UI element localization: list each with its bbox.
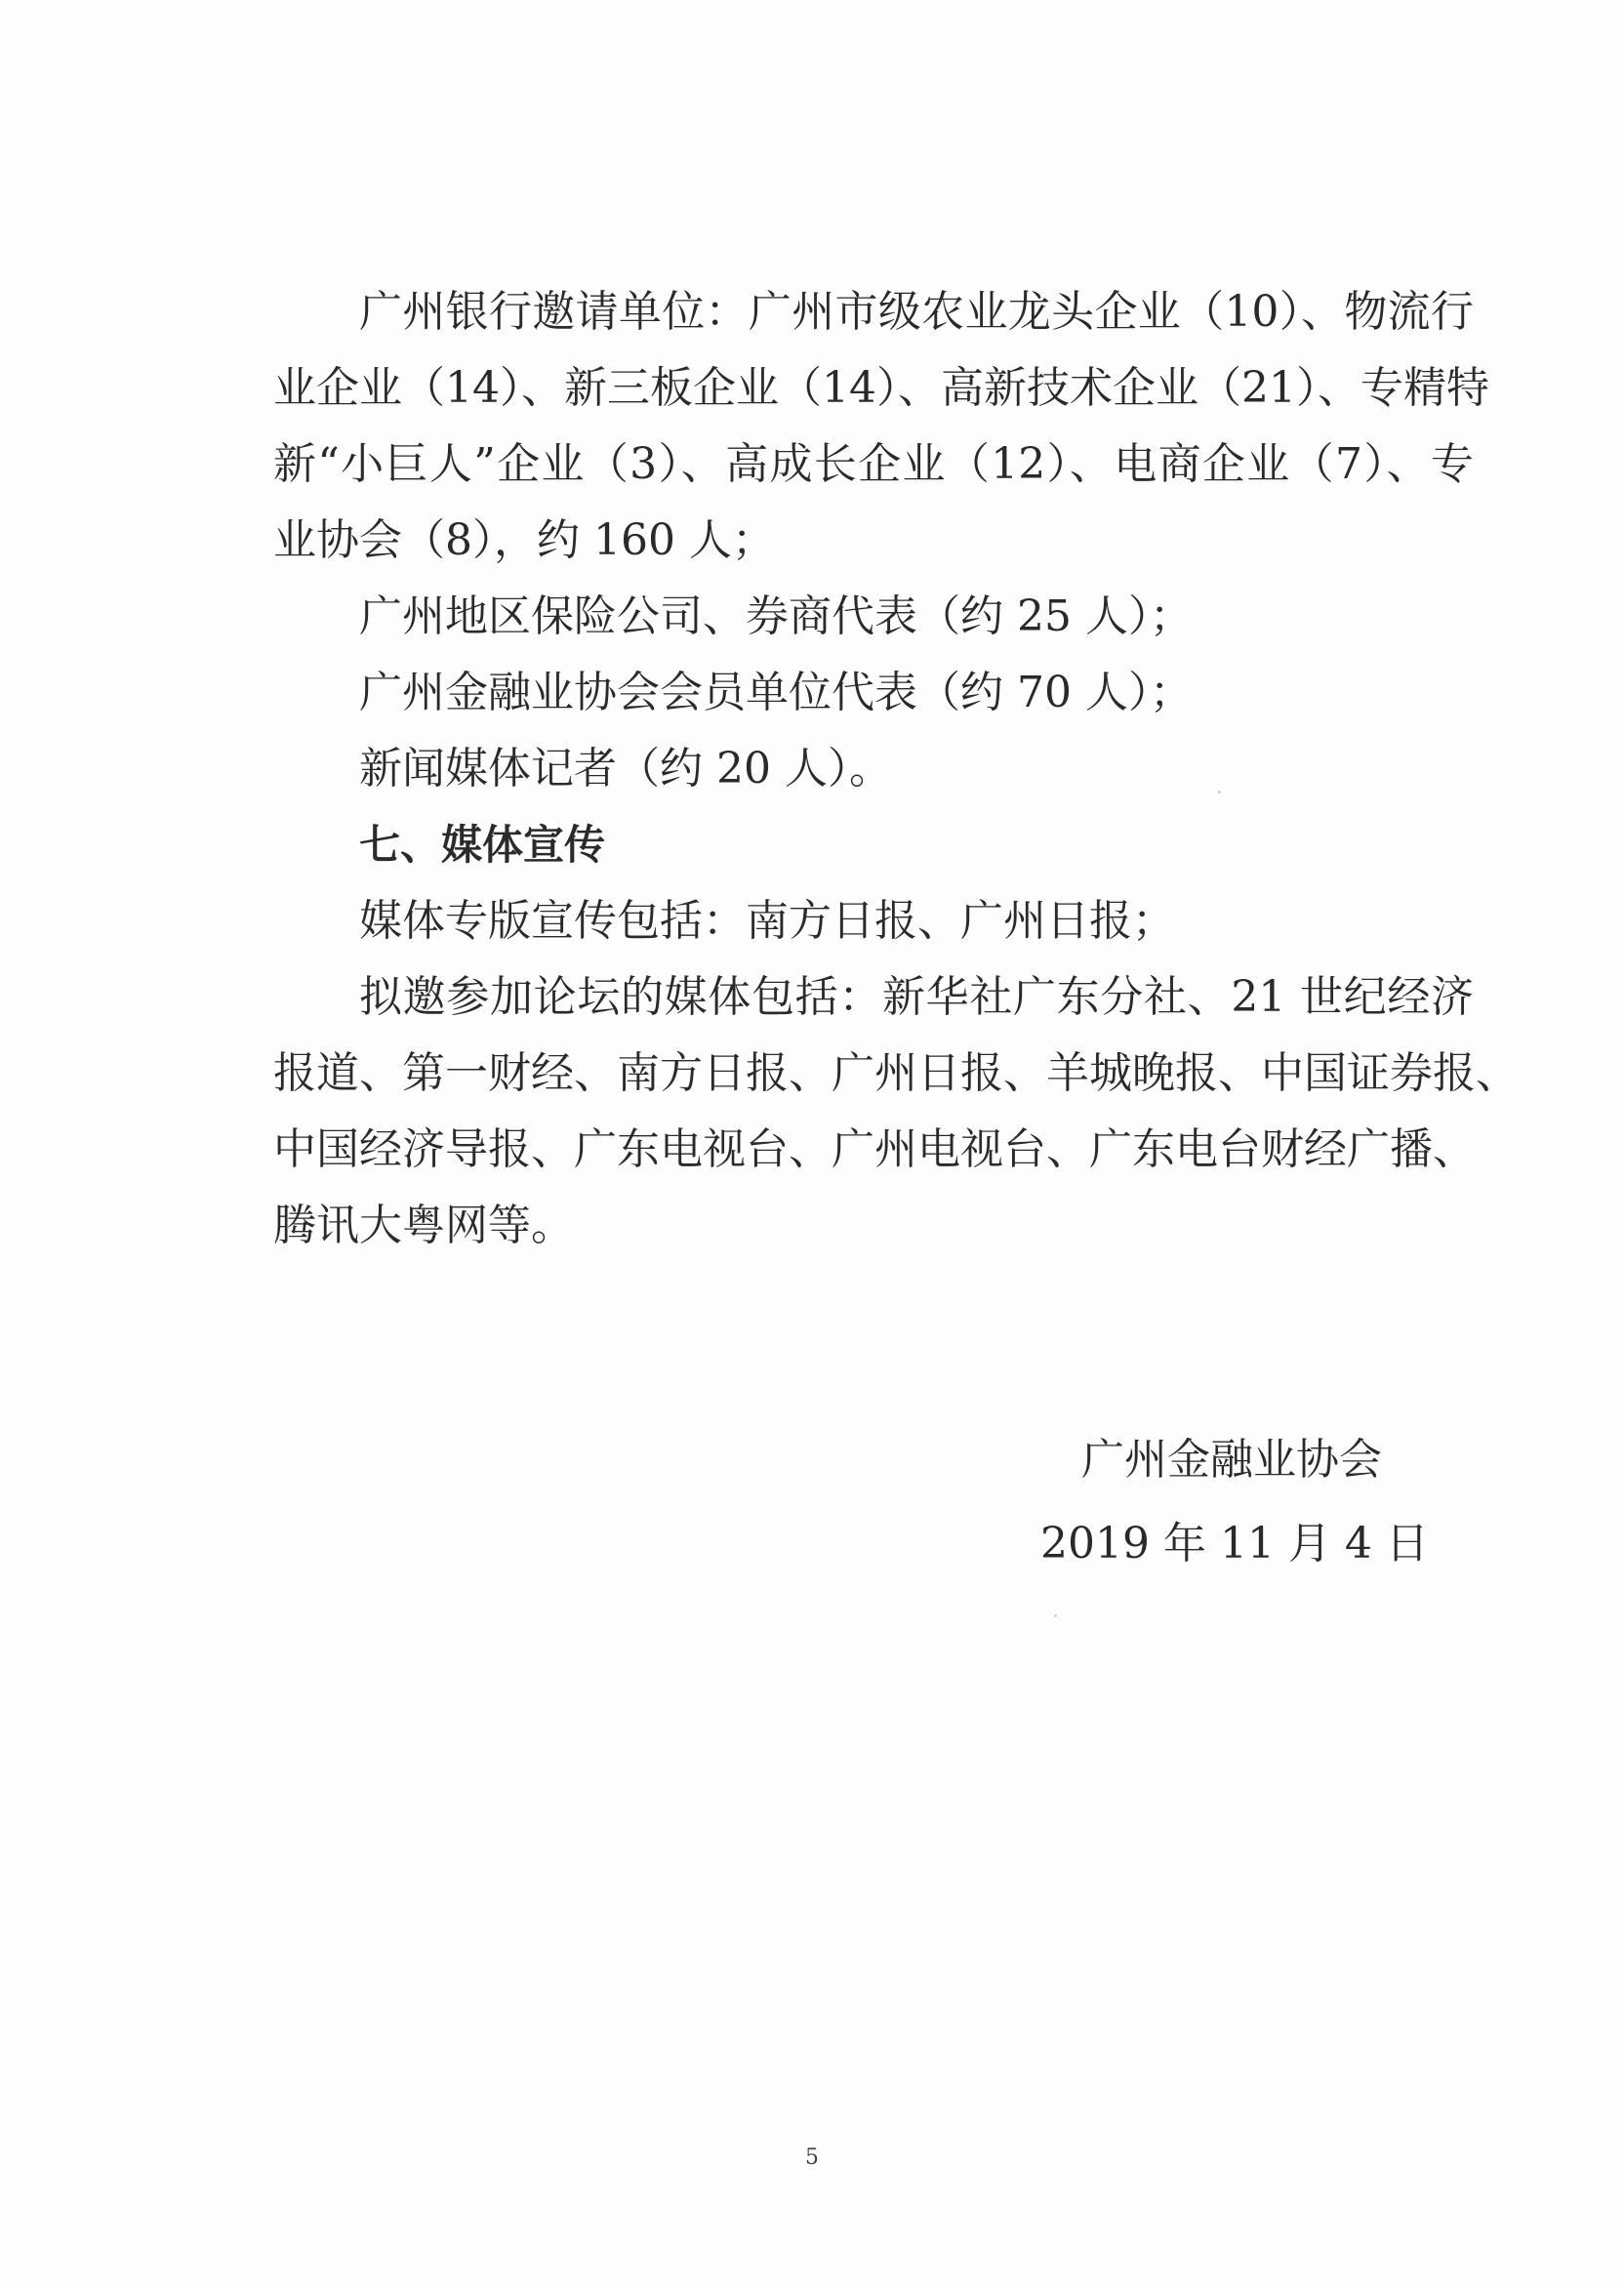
invitees-line-2: 业企业（14）、新三板企业（14）、高新技术企业（21）、专精特: [273, 363, 1489, 413]
scan-speck: [1218, 791, 1221, 794]
invitees-line-3: 新“小巨人”企业（3）、高成长企业（12）、电商企业（7）、专: [273, 439, 1474, 489]
insurance-line: 广州地区保险公司、券商代表（约 25 人）；: [359, 591, 1193, 641]
signature-organization: 广州金融业协会: [1081, 1435, 1382, 1485]
invitees-line-1: 广州银行邀请单位：广州市级农业龙头企业（10）、物流行: [359, 287, 1474, 337]
journalists-line: 新闻媒体记者（约 20 人）。: [359, 744, 892, 794]
media-line-4: 腾讯大粤网等。: [273, 1201, 574, 1250]
media-special-line: 媒体专版宣传包括：南方日报、广州日报；: [359, 896, 1175, 946]
signature-date: 2019 年 11 月 4 日: [1040, 1519, 1429, 1569]
media-line-2: 报道、第一财经、南方日报、广州日报、羊城晚报、中国证券报、: [273, 1048, 1519, 1098]
invitees-line-4: 业协会（8），约 160 人；: [273, 515, 775, 565]
media-line-1: 拟邀参加论坛的媒体包括：新华社广东分社、21 世纪经济: [359, 972, 1474, 1022]
scan-speck: [1054, 1614, 1057, 1617]
media-line-3: 中国经济导报、广东电视台、广州电视台、广东电台财经广播、: [273, 1124, 1476, 1174]
section-heading: 七、媒体宣传: [359, 821, 606, 869]
members-line: 广州金融业协会会员单位代表（约 70 人）；: [359, 668, 1193, 717]
page-number: 5: [805, 2145, 819, 2170]
